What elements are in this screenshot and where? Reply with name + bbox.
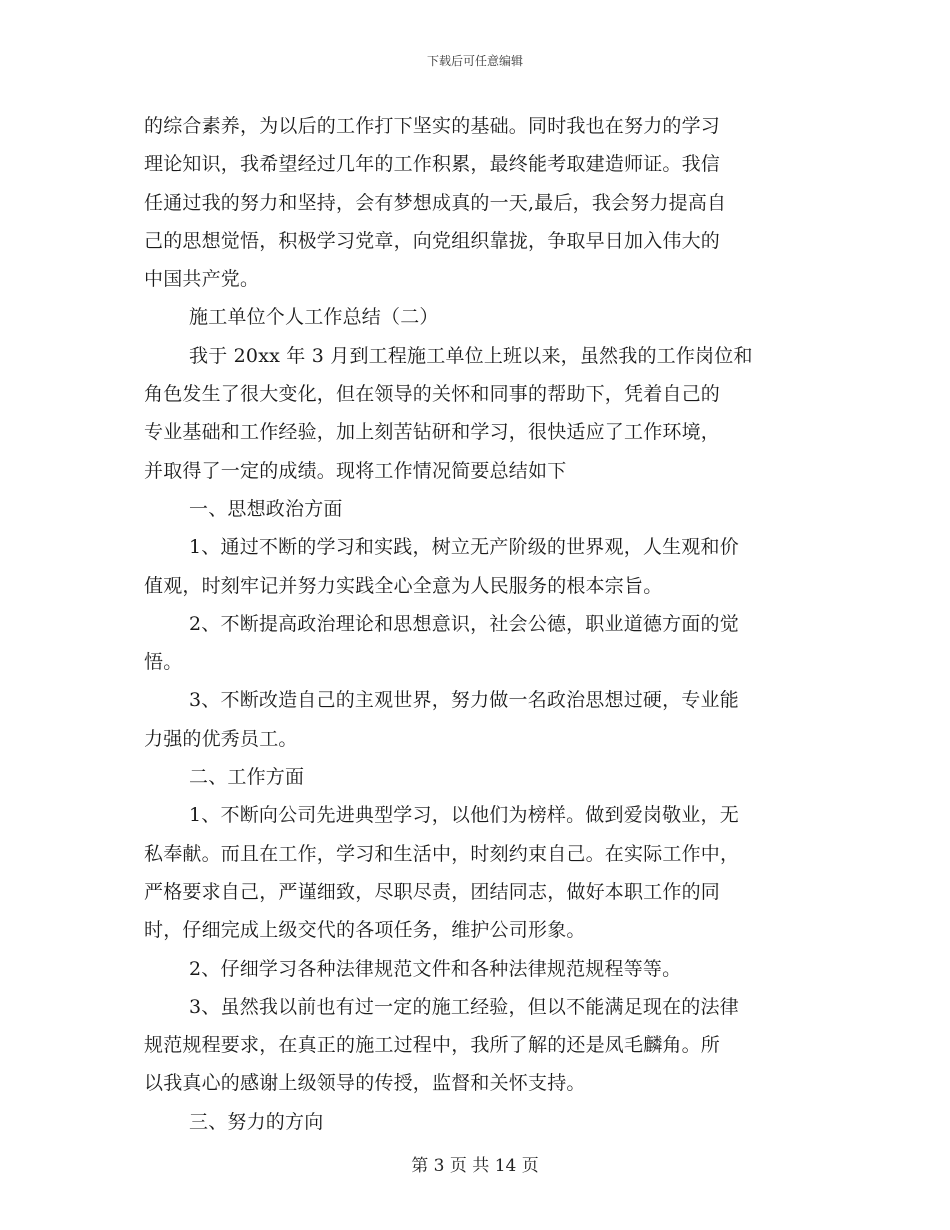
text-line: 专业基础和工作经验，加上刻苦钻研和学习，很快适应了工作环境， [144,421,721,444]
text-line: 中国共产党。 [144,268,260,291]
text-line: 1、通过不断的学习和实践，树立无产阶级的世界观，人生观和价 [189,536,739,559]
text-line: 3、不断改造自己的主观世界，努力做一名政治思想过硬，专业能 [189,689,739,712]
text-line: 规范规程要求，在真正的施工过程中，我所了解的还是凤毛麟角。所 [144,1034,721,1057]
text-line: 1、不断向公司先进典型学习，以他们为榜样。做到爱岗敬业，无 [189,804,739,827]
text-line: 并取得了一定的成绩。现将工作情况简要总结如下 [144,459,567,482]
text-line: 理论知识，我希望经过几年的工作积累，最终能考取建造师证。我信 [144,153,721,176]
text-line: 任通过我的努力和坚持，会有梦想成真的一天,最后，我会努力提高自 [144,191,727,214]
text-line: 我于 20xx 年 3 月到工程施工单位上班以来，虽然我的工作岗位和 [189,344,753,367]
text-line: 私奉献。而且在工作，学习和生活中，时刻约束自己。在实际工作中， [144,842,740,865]
text-line: 2、仔细学习各种法律规范文件和各种法律规范规程等等。 [189,957,682,980]
text-line: 角色发生了很大变化，但在领导的关怀和同事的帮助下，凭着自己的 [144,383,721,406]
text-line: 值观，时刻牢记并努力实践全心全意为人民服务的根本宗旨。 [144,574,663,597]
text-line: 严格要求自己，严谨细致，尽职尽责，团结同志，做好本职工作的同 [144,880,721,903]
text-line: 力强的优秀员工。 [144,727,298,750]
text-line: 三、努力的方向 [189,1110,324,1133]
page-header: 下载后可任意编辑 [426,54,523,68]
text-line: 2、不断提高政治理论和思想意识，社会公德，职业道德方面的觉 [189,612,739,635]
text-line: 施工单位个人工作总结（二） [189,306,439,329]
text-line: 一、思想政治方面 [189,497,343,520]
text-line: 3、虽然我以前也有过一定的施工经验，但以不能满足现在的法律 [189,995,739,1018]
text-line: 二、工作方面 [189,766,305,789]
page-footer: 第 3 页 共 14 页 [411,1156,539,1176]
text-line: 的综合素养，为以后的工作打下坚实的基础。同时我也在努力的学习 [144,115,721,137]
text-line: 时，仔细完成上级交代的各项任务，维护公司形象。 [144,919,586,942]
document-body [144,107,804,1141]
text-line: 以我真心的感谢上级领导的传授，监督和关怀支持。 [144,1072,586,1095]
text-line: 己的思想觉悟，积极学习党章，向党组织靠拢，争取早日加入伟大的 [144,229,721,252]
text-line: 悟。 [144,651,183,674]
